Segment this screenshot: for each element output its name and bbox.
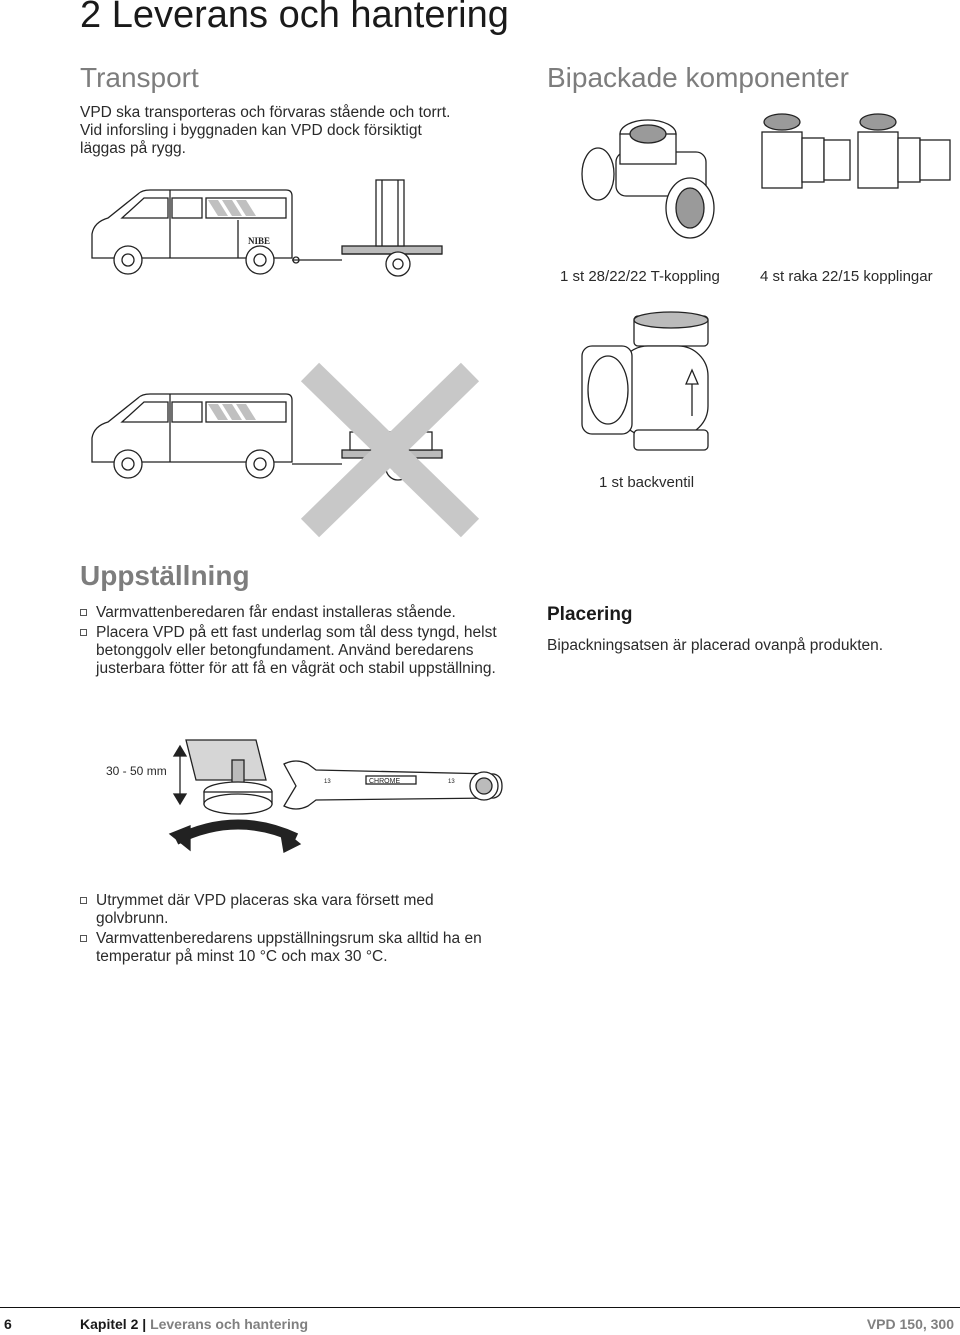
setup-bullet-1 [80,604,520,622]
straight-couplings-caption: 4 st raka 22/15 kopplingar [760,268,933,285]
footer-chapter-name: Leverans och hantering [150,1316,308,1332]
transport-line-2: Vid inforsling i byggnaden kan VPD dock försiktigt [80,122,422,139]
check-valve-illustration [578,306,718,456]
setup-bullet-4-text: Varmvattenberedarens uppställningsrum ska alltid ha en temperatur på minst 10 °C och max 30 °C. [96,930,482,965]
van-logo-text: NIBE [248,236,271,246]
footer-product: VPD 150, 300 [866,1316,954,1332]
setup-bullet-list [80,604,520,680]
prohibited-cross-icon [300,362,480,538]
t-coupling-illustration [576,112,716,244]
wrench-size-right: 13 [448,779,455,785]
bullet-square-icon [80,609,87,616]
chapter-title: 2 Leverans och hantering [80,0,509,36]
bullet-square-icon [80,897,87,904]
placement-text: Bipackningsatsen är placerad ovanpå produkten. [547,637,884,654]
setup-heading: Uppställning [80,560,250,591]
footer-chapter-label: Kapitel 2 [80,1316,139,1332]
bullet-square-icon [80,629,87,636]
wrench-brand-text: CHROME [369,778,401,785]
setup-bullet-2-text: Placera VPD på ett fast underlag som tål dess tyngd, helst betonggolv eller betongfundament. Använd beredarens justerbara fötter för att få en vågrät och stabil uppställning. [96,624,497,677]
setup-bullet-list-2 [80,892,500,968]
setup-bullet-1-text: Varmvattenberedaren får endast installeras stående. [96,604,456,621]
bullet-square-icon [80,935,87,942]
footer-separator: | [142,1316,147,1332]
placement-heading: Placering [547,604,633,625]
transport-text [80,104,520,158]
transport-heading: Transport [80,62,199,93]
setup-bullet-2 [80,624,520,678]
check-valve-caption: 1 st backventil [599,474,695,491]
footer-chapter [80,1316,308,1332]
components-heading: Bipackade komponenter [547,62,849,93]
footer-rule [0,1307,960,1308]
setup-bullet-3-text: Utrymmet där VPD placeras ska vara försett med golvbrunn. [96,892,434,927]
wrench-size-left: 13 [324,779,331,785]
setup-bullet-3 [80,892,500,928]
page-number: 6 [4,1316,12,1332]
straight-couplings-illustration [756,112,956,194]
foot-range-label: 30 - 50 mm [106,764,167,778]
setup-bullet-4 [80,930,500,966]
adjustable-foot-illustration [166,730,506,860]
transport-line-1: VPD ska transporteras och förvaras stående och torrt. [80,104,451,121]
van-upright-illustration [88,176,458,288]
transport-line-3: läggas på rygg. [80,140,186,157]
t-coupling-caption: 1 st 28/22/22 T-koppling [560,268,720,285]
